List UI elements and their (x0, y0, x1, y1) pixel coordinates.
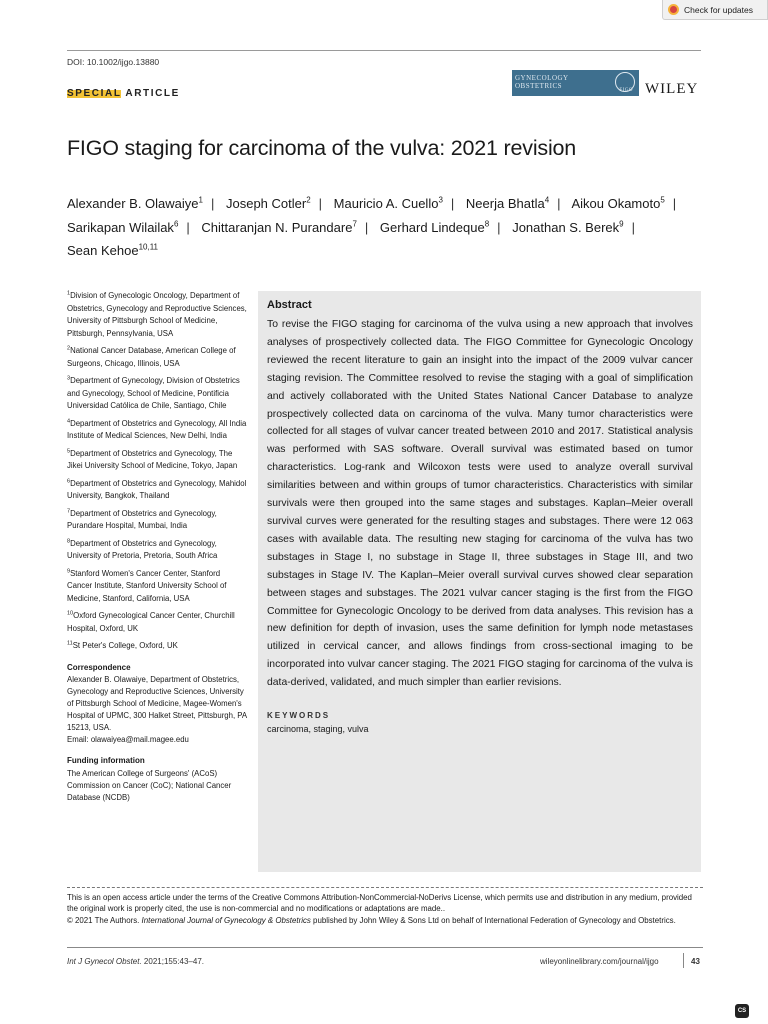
affiliation-text: Division of Gynecologic Oncology, Department of Obstetrics, Gynecology and Reproductive Sciences, University of Pittsburgh School of Medicine, Pittsburgh, Pennsylvania, USA (67, 291, 247, 338)
correspondence-email[interactable]: Email: olawaiyea@mail.magee.edu (67, 735, 189, 744)
author-separator: | (364, 219, 369, 235)
author-name: Mauricio A. Cuello (333, 196, 439, 211)
author-affiliation-number: 3 (438, 195, 443, 205)
footer-divider (683, 953, 684, 968)
check-for-updates-label: Check for updates (684, 4, 753, 15)
author-entry[interactable] (571, 196, 664, 211)
author-affiliation-number: 1 (198, 195, 203, 205)
author-affiliation-number: 2 (306, 195, 311, 205)
abstract-text: To revise the FIGO staging for carcinoma of the vulva using a new approach that involves analyses of prospectively collected data. The FIGO Committee for Gynecologic Oncology reviewed the recent literature to gain an insight into the impact of the 2009 vulvar cancer staging revision. The Committee resolved to revise the staging with a goal of simplification and actively collaborated with the United States National Cancer Database to analyze prospectively collected data on carcinoma of the vulva. Many tumor characteristics were collected for all stages of vulvar cancer treated between 2010 and 2017. Statistical analysis was performed with SAS software. Overall survival was estimated based on tumor characteristics. Log-rank and Wilcoxon tests were used to analyze overall survival similarities between and within groups of tumor characteristics. Characteristics with similar survivals were then grouped into the same stages and substages. Kaplan–Meier overall survival curves were generated for the resulting stages and substages. There were 12 063 cases with available data. The resulting new staging for carcinoma of the vulva has two substages in Stage I, no substage in Stage II, three substages in Stage III, and two substages in Stage IV. The Kaplan–Meier overall survival curves showed clear separation between stages and substages. The 2021 vulvar cancer staging is the first from the FIGO Committee for Gynecologic Oncology to be derived from data analyses. This revision has a new definition for depth of invasion, uses the same definition for lymph node metastases utilized in cervical cancer, and allows findings from cross-sectional imaging to be incorporated into vulvar cancer staging. The 2021 FIGO staging for carcinoma of the vulva is data-derived, validated, and much simpler than earlier revisions. (267, 319, 693, 689)
author-separator: | (210, 196, 215, 211)
affiliation-text: Department of Obstetrics and Gynecology, The Jikei University School of Medicine, Tokyo, Japan (67, 448, 238, 470)
crossmark-icon (668, 4, 679, 15)
affiliation-item (67, 448, 247, 473)
author-affiliation-number: 9 (619, 219, 624, 229)
affiliation-text: St Peter's College, Oxford, UK (72, 641, 178, 650)
copyright-journal: International Journal of Gynecology & Obstetrics (141, 915, 311, 925)
correspondence-text: Alexander B. Olawaiye, Department of Obstetrics, Gynecology and Reproductive Sciences, University of Pittsburgh School of Medicine, Magee-Women's Hospital of UPMC, 300 Halket Street, Pittsburgh, PA 15213, USA. (67, 675, 247, 732)
article-type-rest: ARTICLE (121, 88, 180, 99)
author-entry[interactable] (466, 196, 549, 211)
affiliation-item (67, 508, 247, 533)
abstract-heading: Abstract (267, 299, 312, 311)
author-entry[interactable] (380, 220, 489, 235)
author-name: Aikou Okamoto (571, 196, 661, 211)
author-name: Joseph Cotler (225, 196, 307, 211)
affiliation-item (67, 538, 247, 563)
author-affiliation-number: 5 (660, 195, 665, 205)
affiliation-text: Department of Obstetrics and Gynecology, All India Institute of Medical Sciences, New Delhi, India (67, 418, 247, 440)
affiliation-text: Department of Obstetrics and Gynecology, Purandare Hospital, Mumbai, India (67, 508, 217, 530)
affiliation-number: 9 (67, 567, 71, 574)
author-affiliation-number: 10,11 (138, 242, 159, 252)
author-separator: | (186, 219, 190, 235)
author-separator: | (497, 219, 501, 235)
affiliation-item (67, 568, 247, 606)
affiliation-item (67, 478, 247, 503)
affiliation-number: 5 (67, 447, 71, 454)
author-list (67, 192, 707, 263)
article-type-highlight: SPECIAL (67, 88, 122, 99)
license-text: This is an open access article under the terms of the Creative Commons Attribution-NonCommercial-NoDerivs License, which permits use and distribution in any medium, provided the original work is properly cited, the use is non-commercial and no modifications or adaptations are made.. (67, 893, 692, 914)
author-entry[interactable] (334, 196, 443, 211)
author-separator: | (631, 219, 635, 235)
copyright-prefix: © 2021 The Authors. (67, 915, 142, 925)
author-affiliation-number: 7 (352, 219, 357, 229)
journal-logo-line1: GYNECOLOGY (515, 74, 569, 82)
page-number: 43 (691, 957, 700, 966)
affiliation-text: Department of Gynecology, Division of Obstetrics and Gynecology, School of Medicine, Pontificia Universidad Católica de Chile, Santiago, Chile (67, 376, 240, 410)
affiliation-number: 11 (67, 640, 73, 647)
affiliation-number: 4 (67, 417, 71, 424)
author-separator: | (672, 196, 677, 211)
affiliation-item (67, 345, 247, 370)
author-separator: | (557, 196, 561, 211)
copyright-suffix: published by John Wiley & Sons Ltd on behalf of International Federation of Gynecology and Obstetrics. (310, 915, 676, 925)
author-entry[interactable] (226, 196, 311, 211)
correspondence-heading: Correspondence (67, 662, 131, 672)
abstract-box (258, 291, 701, 872)
author-name: Sean Kehoe (67, 243, 139, 258)
affiliation-number: 1 (67, 290, 71, 297)
author-name: Jonathan S. Berek (512, 219, 620, 235)
affiliation-number: 10 (67, 610, 74, 617)
doi-link[interactable]: DOI: 10.1002/ijgo.13880 (67, 57, 160, 67)
affiliation-number: 2 (67, 345, 71, 352)
author-name: Chittaranjan N. Purandare (201, 219, 353, 235)
affiliation-text: Stanford Women's Cancer Center, Stanford Cancer Institute, Stanford University School of Medicine, Stanford, California, USA (67, 568, 227, 603)
license-notice (67, 887, 703, 926)
check-for-updates-button[interactable] (662, 0, 768, 20)
author-name: Alexander B. Olawaiye (67, 196, 199, 211)
author-entry[interactable] (201, 220, 356, 235)
author-separator: | (318, 196, 323, 211)
affiliation-item (67, 640, 247, 653)
footer-rule (67, 947, 703, 948)
author-name: Neerja Bhatla (465, 196, 545, 211)
author-affiliation-number: 4 (544, 195, 550, 205)
journal-logo (512, 70, 639, 96)
affiliation-item (67, 290, 247, 340)
author-entry[interactable] (67, 243, 158, 258)
footer-journal-url[interactable]: wileyonlinelibrary.com/journal/ijgo (540, 957, 659, 966)
keywords-heading: KEYWORDS (267, 711, 331, 721)
publisher-logo: WILEY (645, 81, 699, 97)
author-name: Gerhard Lindeque (379, 219, 485, 235)
affiliation-item (67, 375, 247, 413)
affiliation-text: National Cancer Database, American College of Surgeons, Chicago, Illinois, USA (67, 346, 236, 368)
author-entry[interactable] (512, 220, 623, 235)
top-rule (67, 50, 701, 51)
funding-text: The American College of Surgeons' (ACoS) Commission on Cancer (CoC); National Cancer Database (NCDB) (67, 768, 232, 802)
article-type (67, 88, 180, 99)
affiliation-list (67, 290, 247, 653)
author-separator: | (450, 196, 455, 211)
keywords-text: carcinoma, staging, vulva (267, 724, 369, 735)
affiliations-column (67, 290, 247, 804)
journal-logo-figo: FIGO (619, 88, 633, 93)
footer-citation (67, 957, 204, 966)
author-affiliation-number: 6 (173, 219, 179, 229)
funding-heading: Funding information (67, 756, 145, 765)
affiliation-number: 6 (67, 477, 71, 484)
affiliation-text: Department of Obstetrics and Gynecology, Mahidol University, Bangkok, Thailand (67, 478, 247, 500)
author-name: Sarikapan Wilailak (67, 219, 174, 235)
journal-logo-line2: OBSTETRICS (515, 82, 563, 90)
author-entry[interactable] (67, 220, 178, 235)
footer-citation-rest: 2021;155:43–47. (141, 957, 204, 966)
article-title: FIGO staging for carcinoma of the vulva: 2021 revision (67, 136, 577, 160)
affiliation-number: 3 (67, 375, 71, 382)
author-affiliation-number: 8 (484, 219, 490, 229)
copyright-line (67, 915, 703, 926)
affiliation-item (67, 418, 247, 443)
author-entry[interactable] (67, 196, 203, 211)
affiliation-text: Department of Obstetrics and Gynecology, University of Pretoria, Pretoria, South Africa (67, 538, 218, 560)
cs-badge-icon[interactable]: CS (735, 1004, 749, 1018)
affiliation-item (67, 610, 247, 635)
footer-journal: Int J Gynecol Obstet. (67, 957, 142, 966)
affiliation-number: 8 (67, 537, 71, 544)
affiliation-number: 7 (67, 507, 71, 514)
affiliation-text: Oxford Gynecological Cancer Center, Churchill Hospital, Oxford, UK (67, 611, 235, 633)
